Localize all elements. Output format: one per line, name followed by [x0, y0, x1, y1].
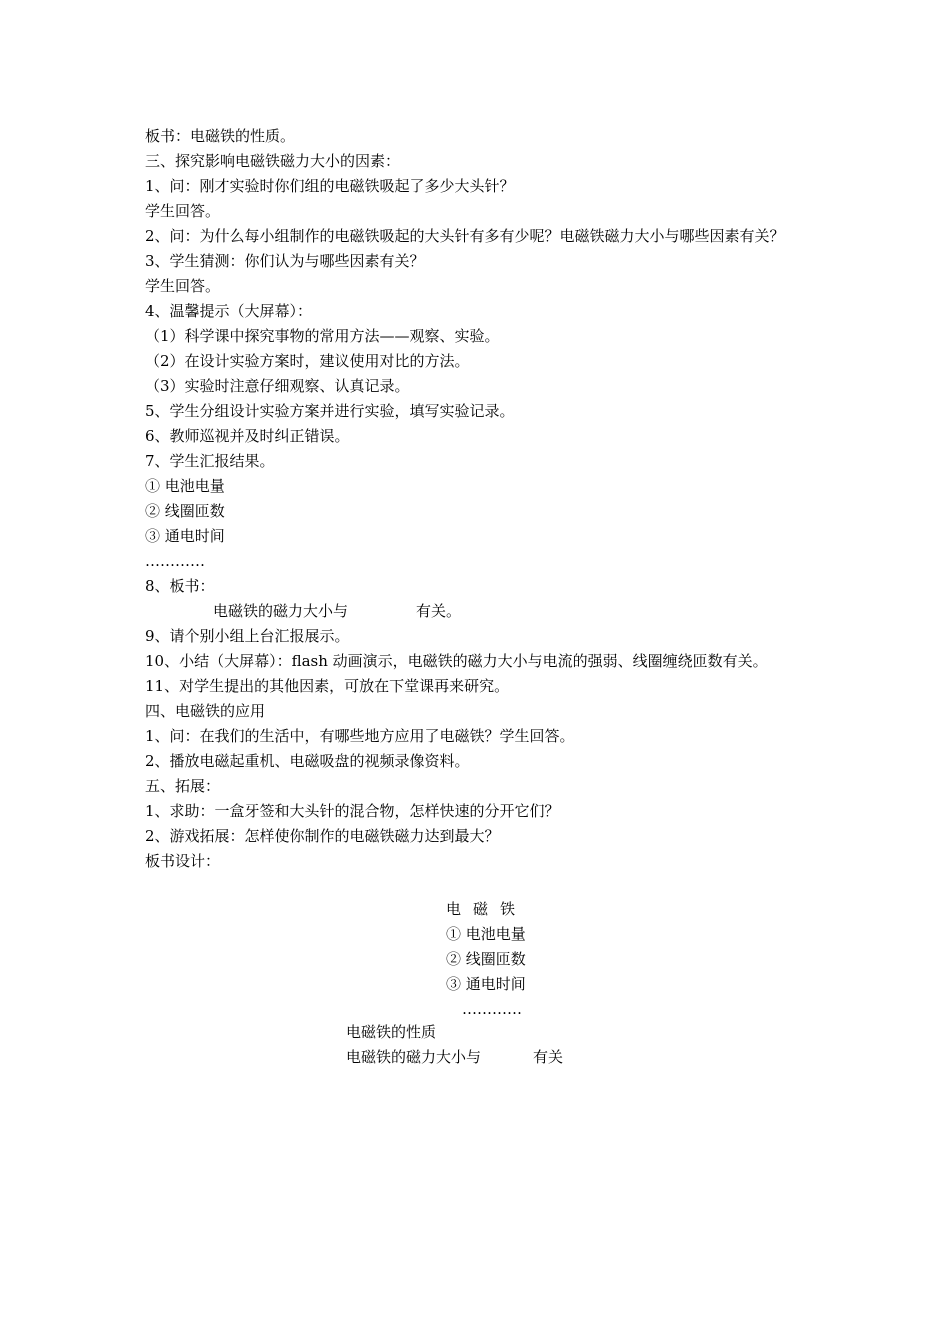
board-design	[446, 897, 527, 1022]
board-line-part1: 电磁铁的磁力大小与	[213, 602, 349, 620]
text-line: 11、对学生提出的其他因素，可放在下堂课再来研究。	[145, 677, 510, 695]
text-line: 板书设计：	[145, 852, 221, 870]
section-heading: 三、探究影响电磁铁磁力大小的因素：	[145, 152, 401, 170]
board-design-item: ③ 通电时间	[446, 975, 526, 993]
text-line: 3、学生猜测：你们认为与哪些因素有关？	[145, 252, 425, 270]
text-line: 学生回答。	[145, 202, 221, 220]
text-line: 7、学生汇报结果。	[145, 452, 275, 470]
board-design-title: 电磁铁	[446, 900, 528, 918]
board-design-ellipsis: …………	[462, 1000, 522, 1018]
text-line: 6、教师巡视并及时纠正错误。	[145, 427, 350, 445]
section-heading: 四、电磁铁的应用	[145, 702, 266, 720]
tip-item: （3）实验时注意仔细观察、认真记录。	[145, 377, 410, 395]
tip-item: （1）科学课中探究事物的常用方法——观察、实验。	[145, 327, 500, 345]
board-design-item: ① 电池电量	[446, 925, 526, 943]
text-line: 5、学生分组设计实验方案并进行实验，填写实验记录。	[145, 402, 515, 420]
lesson-body	[145, 124, 835, 874]
result-item: ③ 通电时间	[145, 527, 225, 545]
board-design-item: ② 线圈匝数	[446, 950, 526, 968]
text-line: 10、小结（大屏幕）：flash 动画演示，电磁铁的磁力大小与电流的强弱、线圈缠绕匝数有关。	[145, 652, 768, 670]
text-line: 1、问：刚才实验时你们组的电磁铁吸起了多少大头针？	[145, 177, 515, 195]
text-line: 9、请个别小组上台汇报展示。	[145, 627, 350, 645]
summary-line-part2: 有关	[533, 1048, 564, 1066]
board-line-part2: 有关。	[416, 602, 462, 620]
ellipsis: …………	[145, 552, 205, 570]
text-line: 4、温馨提示（大屏幕）：	[145, 302, 313, 320]
text-line: 2、播放电磁起重机、电磁吸盘的视频录像资料。	[145, 752, 470, 770]
text-line: 2、游戏拓展：怎样使你制作的电磁铁磁力达到最大？	[145, 827, 500, 845]
result-item: ① 电池电量	[145, 477, 225, 495]
board-line	[145, 599, 835, 624]
tip-item: （2）在设计实验方案时，建议使用对比的方法。	[145, 352, 470, 370]
text-line: 板书：电磁铁的性质。	[145, 127, 296, 145]
text-line: 2、问：为什么每小组制作的电磁铁吸起的大头针有多有少呢？电磁铁磁力大小与哪些因素有关？	[145, 227, 785, 245]
board-summary	[346, 1020, 563, 1070]
section-heading: 五、拓展：	[145, 777, 221, 795]
text-line: 1、问：在我们的生活中，有哪些地方应用了电磁铁？学生回答。	[145, 727, 575, 745]
text-line: 1、求助：一盒牙签和大头针的混合物，怎样快速的分开它们？	[145, 802, 560, 820]
summary-line-part1: 电磁铁的磁力大小与	[346, 1048, 482, 1066]
text-line: 学生回答。	[145, 277, 221, 295]
summary-line	[346, 1045, 563, 1070]
text-line: 8、板书：	[145, 577, 215, 595]
result-item: ② 线圈匝数	[145, 502, 225, 520]
summary-line: 电磁铁的性质	[346, 1023, 437, 1041]
